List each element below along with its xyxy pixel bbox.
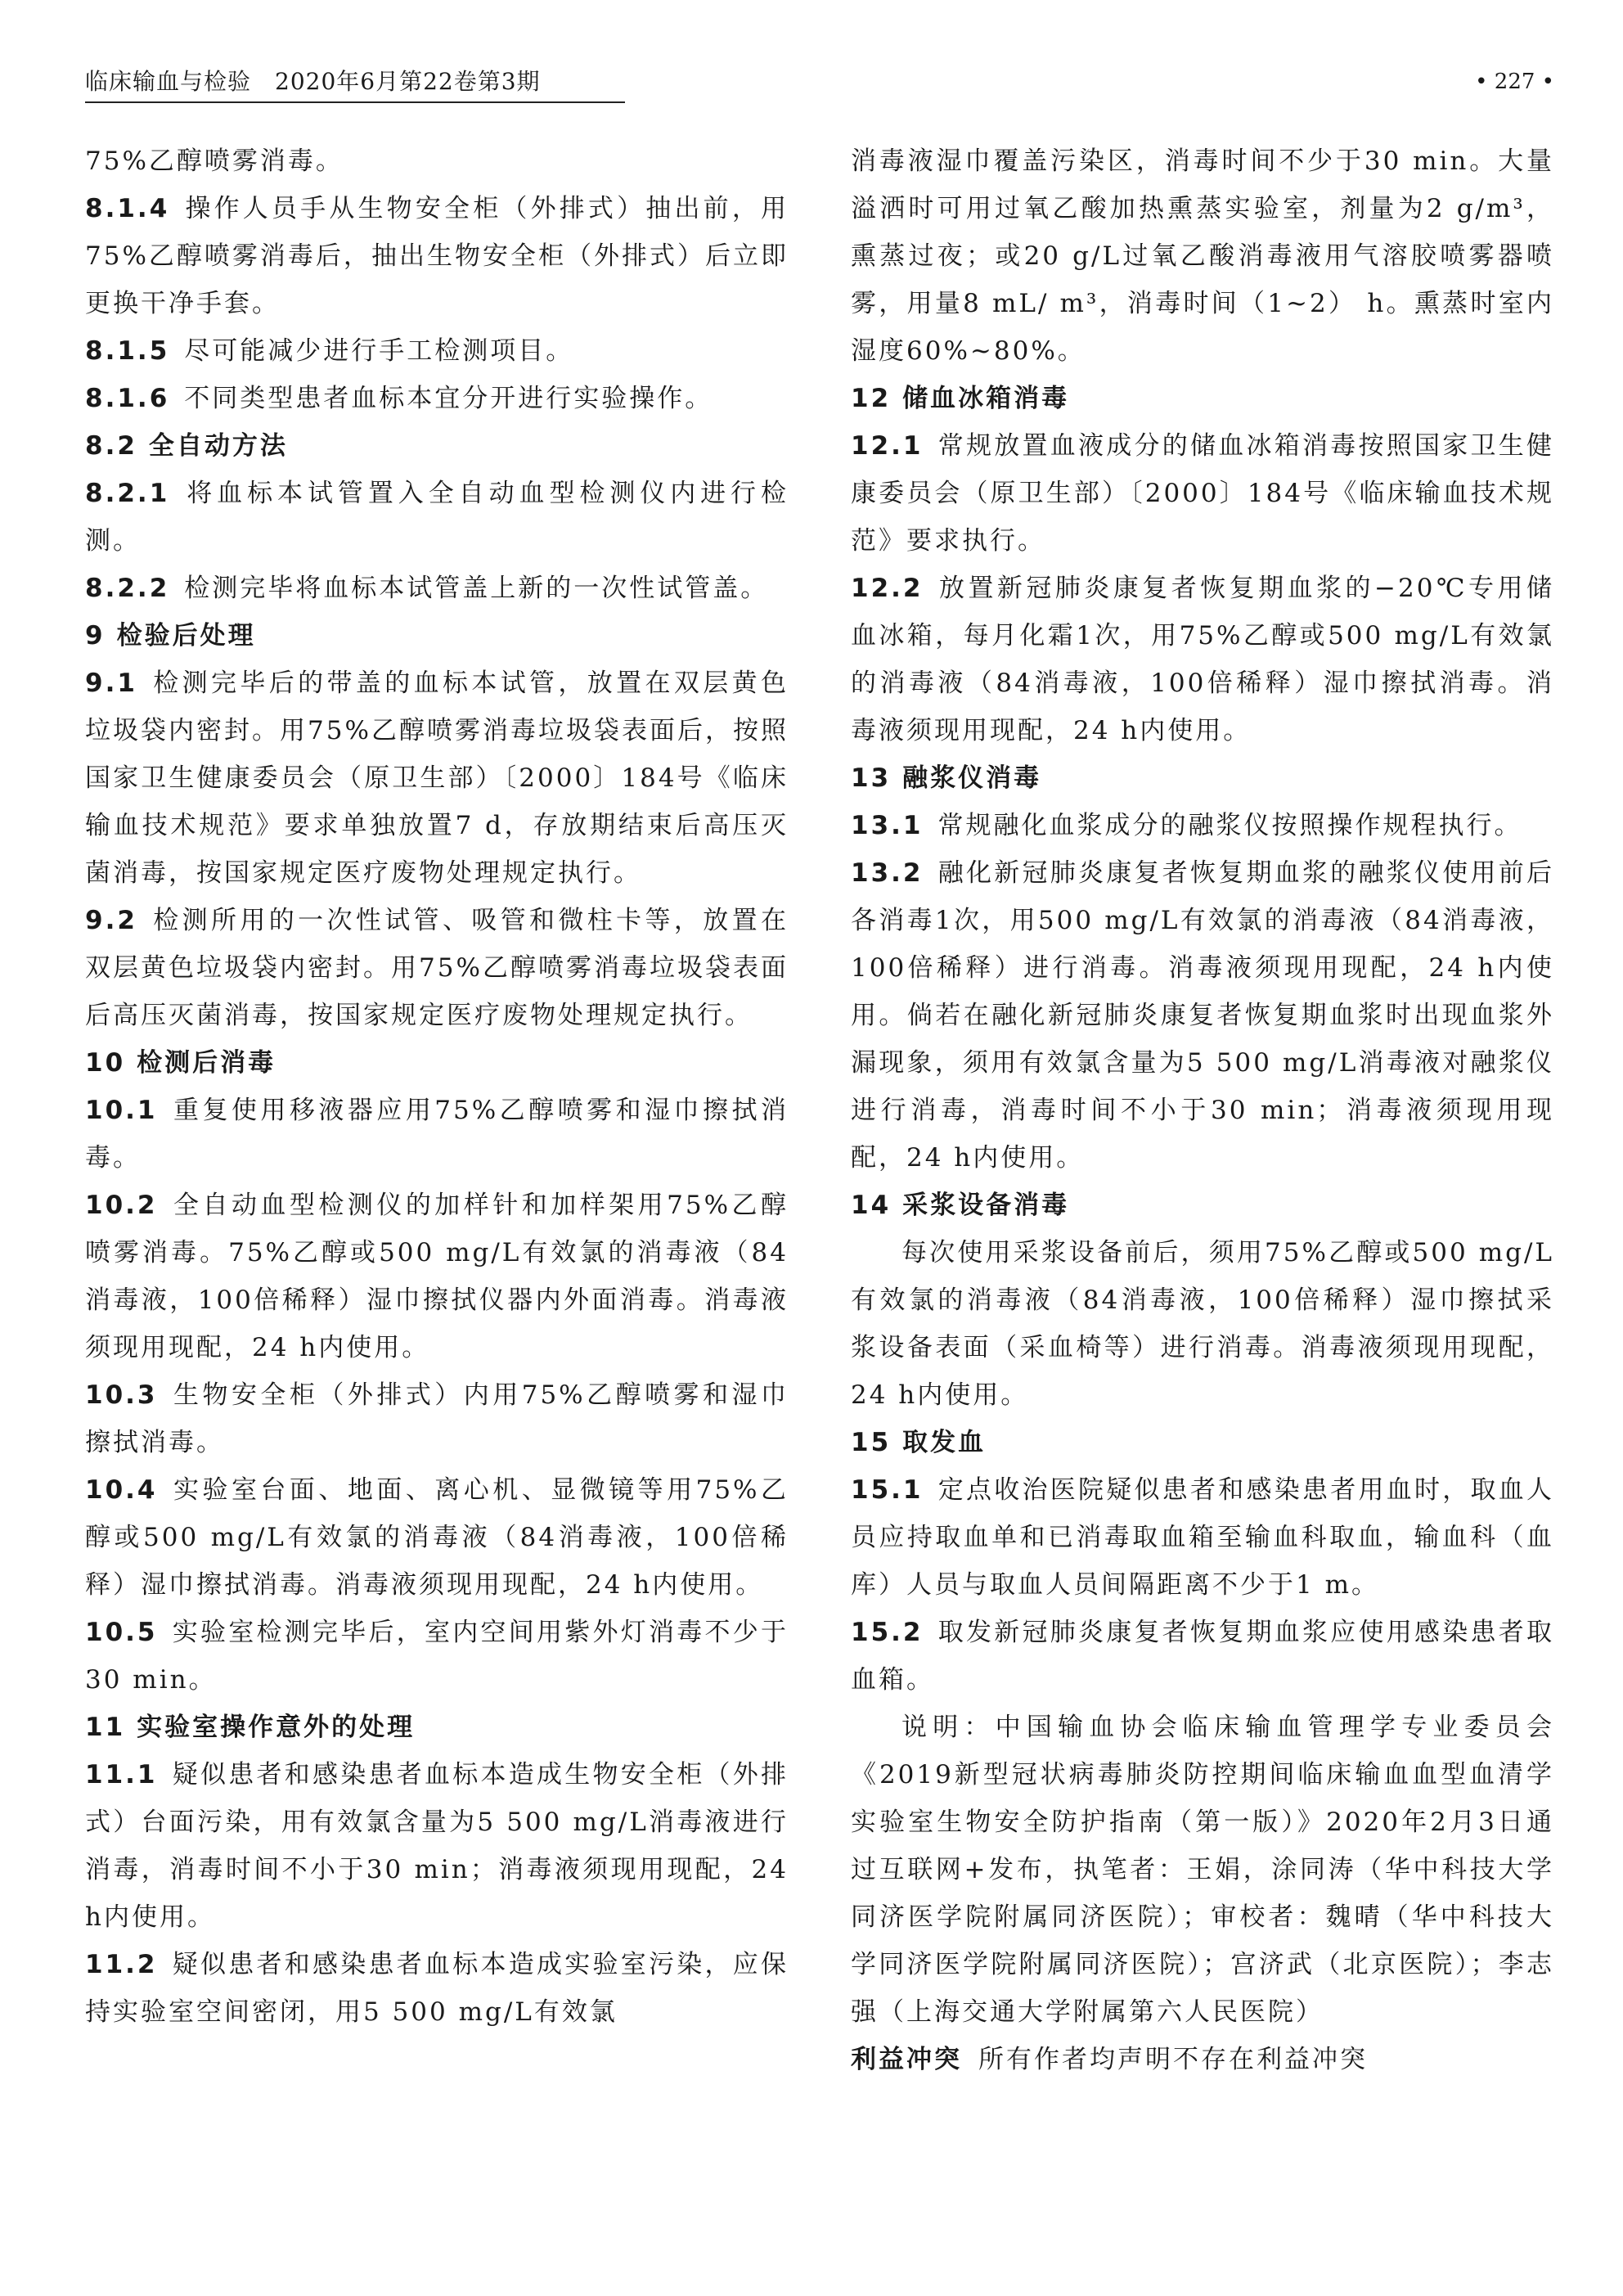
paragraph-text: 疑似患者和感染患者血标本造成生物安全柜（外排式）台面污染，用有效氯含量为5 500 mg/L消毒液进行消毒，消毒时间不小于30 min；消毒液须现用现配，24 h内使用。 [85,1760,789,1932]
clause-number: 15.1 [851,1475,924,1505]
section-title: 检验后处理 [116,621,256,651]
paragraph-text: 75%乙醇喷雾消毒。 [85,146,344,176]
header-rule [85,101,625,103]
section-heading [851,754,1554,802]
paragraph [85,1182,789,1371]
left-column [85,137,789,2036]
clause-number: 12.2 [851,574,924,603]
paragraph [851,137,1554,375]
paragraph [85,375,789,422]
section-title: 全自动方法 [148,431,288,461]
paragraph [85,1466,789,1609]
paragraph [85,1371,789,1466]
paragraph-text: 实验室检测完毕后，室内空间用紫外灯消毒不少于30 min。 [85,1618,789,1695]
clause-number: 9.1 [85,669,137,698]
paragraph [85,185,789,327]
paragraph [85,1751,789,1941]
paragraph [85,1609,789,1704]
section-number: 13 [851,763,892,793]
section-title: 采浆设备消毒 [902,1191,1070,1220]
section-number: 9 [85,621,106,651]
clause-number: 9.2 [85,906,137,935]
paragraph-text: 将血标本试管置入全自动血型检测仪内进行检测。 [85,479,789,556]
clause-number: 10.2 [85,1191,158,1220]
paragraph-text: 全自动血型检测仪的加样针和加样架用75%乙醇喷雾消毒。75%乙醇或500 mg/L有效氯的消毒液（84消毒液，100倍稀释）湿巾擦拭仪器内外面消毒。消毒液须现用现配，24 h内使用。 [85,1191,789,1362]
clause-number: 8.1.5 [85,336,170,366]
paragraph-text: 取发新冠肺炎康复者恢复期血浆应使用感染患者取血箱。 [851,1618,1554,1695]
clause-number: 10.3 [85,1380,158,1410]
clause-number: 13.1 [851,811,924,840]
right-column [851,137,1554,2083]
paragraph-text: 常规放置血液成分的储血冰箱消毒按照国家卫生健康委员会（原卫生部）〔2000〕184号《临床输血技术规范》要求执行。 [851,431,1554,556]
paragraph-text: 说明：中国输血协会临床输血管理学专业委员会《2019新型冠状病毒肺炎防控期间临床输血血型血清学实验室生物安全防护指南（第一版）》2020年2月3日通过互联网+发布，执笔者：王娟，涂同涛（华中科技大学同济医学院附属同济医院）；审校者：魏晴（华中科技大学同济医学院附属同济医院）；宫济武（北京医院）；李志强（上海交通大学附属第六人民医院） [851,1713,1554,2027]
clause-number: 10.1 [85,1096,158,1125]
conflict-of-interest [851,2036,1554,2083]
page-number: • 227 • [1475,70,1554,94]
coi-text: 所有作者均声明不存在利益冲突 [978,2045,1368,2074]
paragraph [85,1941,789,2036]
clause-number: 8.1.6 [85,384,170,413]
running-header [85,65,1554,106]
clause-number: 11.2 [85,1950,158,1979]
paragraph [85,565,789,612]
paragraph [85,137,789,185]
clause-number: 11.1 [85,1760,158,1790]
clause-number: 8.2.1 [85,479,170,508]
paragraph [851,802,1554,849]
section-title: 取发血 [902,1428,987,1457]
clause-number: 13.2 [851,858,924,888]
clause-number: 8.2.2 [85,574,170,603]
section-heading [851,1182,1554,1229]
section-heading [85,1039,789,1087]
paragraph [851,422,1554,565]
paragraph-text: 常规融化血浆成分的融浆仪按照操作规程执行。 [937,811,1522,840]
section-number: 10 [85,1048,126,1078]
paragraph-text: 放置新冠肺炎康复者恢复期血浆的−20℃专用储血冰箱，每月化霜1次，用75%乙醇或500 mg/L有效氯的消毒液（84消毒液，100倍稀释）湿巾擦拭消毒。消毒液须现用现配，24 h内使用。 [851,574,1554,745]
paragraph [851,1704,1554,2036]
section-title: 检测后消毒 [137,1048,276,1078]
clause-number: 8.1.4 [85,194,170,223]
paragraph-text: 实验室台面、地面、离心机、显微镜等用75%乙醇或500 mg/L有效氯的消毒液（84消毒液，100倍稀释）湿巾擦拭消毒。消毒液须现用现配，24 h内使用。 [85,1475,789,1600]
paragraph [85,470,789,565]
paragraph-text: 检测所用的一次性试管、吸管和微柱卡等，放置在双层黄色垃圾袋内密封。用75%乙醇喷雾消毒垃圾袋表面后高压灭菌消毒，按国家规定医疗废物处理规定执行。 [85,906,789,1030]
paragraph [851,1466,1554,1609]
paragraph-text: 检测完毕后的带盖的血标本试管，放置在双层黄色垃圾袋内密封。用75%乙醇喷雾消毒垃圾袋表面后，按照国家卫生健康委员会（原卫生部）〔2000〕184号《临床输血技术规范》要求单独放置7 d，存放期结束后高压灭菌消毒，按国家规定医疗废物处理规定执行。 [85,669,789,888]
paragraph-text: 操作人员手从生物安全柜（外排式）抽出前，用75%乙醇喷雾消毒后，抽出生物安全柜（外排式）后立即更换干净手套。 [85,194,789,318]
section-number: 15 [851,1428,892,1457]
paragraph-text: 检测完毕将血标本试管盖上新的一次性试管盖。 [184,574,769,603]
clause-number: 10.5 [85,1618,158,1647]
paragraph-text: 尽可能减少进行手工检测项目。 [184,336,574,366]
clause-number: 10.4 [85,1475,158,1505]
paragraph [85,1087,789,1182]
section-heading [85,612,789,660]
section-heading [851,375,1554,422]
section-title: 储血冰箱消毒 [902,384,1070,413]
section-title: 融浆仪消毒 [902,763,1042,793]
section-number: 14 [851,1191,892,1220]
paragraph [851,1609,1554,1704]
paragraph-text: 重复使用移液器应用75%乙醇喷雾和湿巾擦拭消毒。 [85,1096,789,1173]
section-heading [85,1704,789,1751]
paragraph-text: 融化新冠肺炎康复者恢复期血浆的融浆仪使用前后各消毒1次，用500 mg/L有效氯的消毒液（84消毒液，100倍稀释）进行消毒。消毒液须现用现配，24 h内使用。倘若在融化新冠肺炎康复者恢复期血浆时出现血浆外漏现象，须用有效氯含量为5 500 mg/L消毒液对融浆仪进行消毒，消毒时间不小于30 min；消毒液须现用现配，24 h内使用。 [851,858,1554,1173]
section-heading [85,422,789,470]
paragraph-text: 定点收治医院疑似患者和感染患者用血时，取血人员应持取血单和已消毒取血箱至输血科取血，输血科（血库）人员与取血人员间隔距离不少于1 m。 [851,1475,1554,1600]
section-title: 实验室操作意外的处理 [137,1713,416,1742]
clause-number: 15.2 [851,1618,924,1647]
paragraph [851,849,1554,1182]
paragraph-text: 生物安全柜（外排式）内用75%乙醇喷雾和湿巾擦拭消毒。 [85,1380,789,1457]
journal-title: 临床输血与检验 2020年6月第22卷第3期 [85,68,541,95]
section-number: 11 [85,1713,126,1742]
paragraph-text: 每次使用采浆设备前后，须用75%乙醇或500 mg/L有效氯的消毒液（84消毒液，100倍稀释）湿巾擦拭采浆设备表面（采血椅等）进行消毒。消毒液须现用现配，24 h内使用。 [851,1238,1554,1410]
paragraph [85,897,789,1039]
coi-label: 利益冲突 [851,2045,962,2074]
paragraph-text: 消毒液湿巾覆盖污染区，消毒时间不少于30 min。大量溢洒时可用过氧乙酸加热熏蒸实验室，剂量为2 g/m³，熏蒸过夜；或20 g/L过氧乙酸消毒液用气溶胶喷雾器喷雾，用量8 mL/ m³，消毒时间（1~2） h。熏蒸时室内湿度60%~80%。 [851,146,1554,366]
paragraph [851,1229,1554,1419]
paragraph [851,565,1554,754]
section-heading [851,1419,1554,1466]
section-number: 8.2 [85,431,137,461]
clause-number: 12.1 [851,431,924,461]
paragraph [85,327,789,375]
section-number: 12 [851,384,892,413]
paragraph-text: 疑似患者和感染患者血标本造成实验室污染，应保持实验室空间密闭，用5 500 mg/L有效氯 [85,1950,789,2027]
paragraph [85,660,789,897]
paragraph-text: 不同类型患者血标本宜分开进行实验操作。 [184,384,713,413]
